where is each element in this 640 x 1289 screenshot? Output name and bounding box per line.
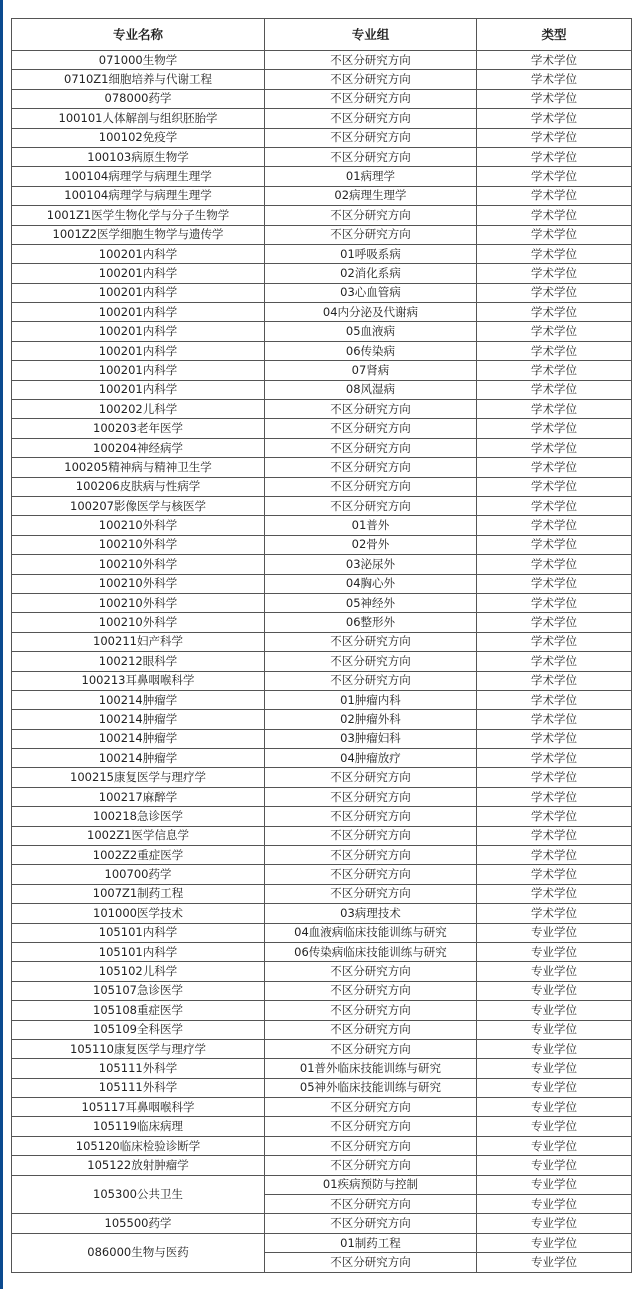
major-cell: 0710Z1细胞培养与代谢工程 (12, 70, 265, 89)
group-cell: 04内分泌及代谢病 (265, 303, 477, 322)
major-cell: 100213耳鼻咽喉科学 (12, 671, 265, 690)
table-row (12, 923, 632, 942)
table-row (12, 1039, 632, 1058)
table-row (12, 981, 632, 1000)
major-cell: 100211妇产科学 (12, 632, 265, 651)
type-cell: 专业学位 (477, 1078, 632, 1097)
type-cell: 专业学位 (477, 923, 632, 942)
major-cell: 100218急诊医学 (12, 807, 265, 826)
type-cell: 专业学位 (477, 1156, 632, 1175)
group-cell: 01疾病预防与控制 (265, 1175, 477, 1194)
major-cell: 100201内科学 (12, 264, 265, 283)
table-row (12, 225, 632, 244)
type-cell: 学术学位 (477, 884, 632, 903)
group-cell: 不区分研究方向 (265, 1098, 477, 1117)
table-row (12, 380, 632, 399)
page-left-border (0, 0, 3, 1289)
type-cell: 学术学位 (477, 787, 632, 806)
type-cell: 学术学位 (477, 826, 632, 845)
table-row (12, 438, 632, 457)
table-row (12, 206, 632, 225)
group-cell: 不区分研究方向 (265, 225, 477, 244)
group-cell: 07肾病 (265, 361, 477, 380)
type-cell: 学术学位 (477, 322, 632, 341)
type-cell: 专业学位 (477, 1136, 632, 1155)
type-cell: 学术学位 (477, 749, 632, 768)
major-cell: 100205精神病与精神卫生学 (12, 458, 265, 477)
type-cell: 学术学位 (477, 167, 632, 186)
table-row (12, 477, 632, 496)
table-row (12, 710, 632, 729)
group-cell: 不区分研究方向 (265, 671, 477, 690)
group-cell: 03泌尿外 (265, 555, 477, 574)
type-cell: 专业学位 (477, 942, 632, 961)
group-cell: 03病理技术 (265, 904, 477, 923)
group-cell: 02骨外 (265, 535, 477, 554)
table-row (12, 884, 632, 903)
major-cell: 105102儿科学 (12, 962, 265, 981)
major-cell: 100700药学 (12, 865, 265, 884)
group-cell: 不区分研究方向 (265, 496, 477, 515)
major-cell: 100204神经病学 (12, 438, 265, 457)
table-row (12, 671, 632, 690)
type-cell: 学术学位 (477, 710, 632, 729)
major-cell: 105111外科学 (12, 1078, 265, 1097)
major-cell: 101000医学技术 (12, 904, 265, 923)
group-cell: 不区分研究方向 (265, 128, 477, 147)
group-cell: 01病理学 (265, 167, 477, 186)
table-row (12, 749, 632, 768)
group-cell: 04肿瘤放疗 (265, 749, 477, 768)
table-row (12, 846, 632, 865)
type-cell: 学术学位 (477, 593, 632, 612)
type-cell: 学术学位 (477, 109, 632, 128)
group-cell: 不区分研究方向 (265, 1039, 477, 1058)
major-cell: 100201内科学 (12, 361, 265, 380)
group-cell: 02消化系病 (265, 264, 477, 283)
type-cell: 学术学位 (477, 535, 632, 554)
type-cell: 学术学位 (477, 613, 632, 632)
group-cell: 不区分研究方向 (265, 981, 477, 1000)
major-cell: 100210外科学 (12, 535, 265, 554)
table-row (12, 1136, 632, 1155)
major-cell: 100203老年医学 (12, 419, 265, 438)
group-cell: 01普外 (265, 516, 477, 535)
table-row (12, 787, 632, 806)
group-cell: 05神外临床技能训练与研究 (265, 1078, 477, 1097)
group-cell: 不区分研究方向 (265, 477, 477, 496)
major-cell: 100201内科学 (12, 303, 265, 322)
type-cell: 学术学位 (477, 632, 632, 651)
table-row (12, 1001, 632, 1020)
major-cell: 100210外科学 (12, 516, 265, 535)
major-cell: 1002Z2重症医学 (12, 846, 265, 865)
group-cell: 不区分研究方向 (265, 1156, 477, 1175)
table-body (12, 51, 632, 1273)
major-cell: 100210外科学 (12, 555, 265, 574)
major-cell: 105101内科学 (12, 923, 265, 942)
table-row (12, 128, 632, 147)
major-cell: 1007Z1制药工程 (12, 884, 265, 903)
table-row (12, 535, 632, 554)
type-cell: 专业学位 (477, 1020, 632, 1039)
table-row (12, 942, 632, 961)
table-row (12, 555, 632, 574)
table-row (12, 690, 632, 709)
group-cell: 不区分研究方向 (265, 865, 477, 884)
group-cell: 06整形外 (265, 613, 477, 632)
group-cell: 05神经外 (265, 593, 477, 612)
table-row (12, 70, 632, 89)
major-cell: 100102免疫学 (12, 128, 265, 147)
group-cell: 不区分研究方向 (265, 438, 477, 457)
major-cell: 100210外科学 (12, 593, 265, 612)
major-cell: 100103病原生物学 (12, 147, 265, 166)
major-cell: 100214肿瘤学 (12, 749, 265, 768)
table-row (12, 89, 632, 108)
group-cell: 01呼吸系病 (265, 244, 477, 263)
table-row (12, 303, 632, 322)
major-cell: 105122放射肿瘤学 (12, 1156, 265, 1175)
group-cell: 不区分研究方向 (265, 768, 477, 787)
major-cell: 100101人体解剖与组织胚胎学 (12, 109, 265, 128)
table-row (12, 593, 632, 612)
table-row (12, 109, 632, 128)
type-cell: 学术学位 (477, 690, 632, 709)
group-cell: 03肿瘤妇科 (265, 729, 477, 748)
header-type: 类型 (477, 19, 632, 51)
type-cell: 学术学位 (477, 652, 632, 671)
type-cell: 学术学位 (477, 458, 632, 477)
type-cell: 专业学位 (477, 981, 632, 1000)
group-cell: 02肿瘤外科 (265, 710, 477, 729)
type-cell: 学术学位 (477, 264, 632, 283)
type-cell: 学术学位 (477, 361, 632, 380)
major-cell: 105119临床病理 (12, 1117, 265, 1136)
group-cell: 不区分研究方向 (265, 1001, 477, 1020)
type-cell: 学术学位 (477, 419, 632, 438)
major-cell: 100212眼科学 (12, 652, 265, 671)
majors-table (11, 18, 632, 1273)
major-cell: 105111外科学 (12, 1059, 265, 1078)
type-cell: 专业学位 (477, 1001, 632, 1020)
table-row (12, 458, 632, 477)
type-cell: 专业学位 (477, 1117, 632, 1136)
type-cell: 学术学位 (477, 51, 632, 70)
table-row (12, 1059, 632, 1078)
table-row (12, 361, 632, 380)
group-cell: 不区分研究方向 (265, 51, 477, 70)
type-cell: 学术学位 (477, 206, 632, 225)
type-cell: 专业学位 (477, 1253, 632, 1272)
group-cell: 02病理生理学 (265, 186, 477, 205)
table-row (12, 632, 632, 651)
header-group: 专业组 (265, 19, 477, 51)
type-cell: 学术学位 (477, 128, 632, 147)
group-cell: 不区分研究方向 (265, 147, 477, 166)
group-cell: 不区分研究方向 (265, 1020, 477, 1039)
major-cell: 071000生物学 (12, 51, 265, 70)
major-cell: 1002Z1医学信息学 (12, 826, 265, 845)
major-cell: 100217麻醉学 (12, 787, 265, 806)
group-cell: 不区分研究方向 (265, 807, 477, 826)
table-row (12, 652, 632, 671)
group-cell: 不区分研究方向 (265, 962, 477, 981)
major-cell: 100215康复医学与理疗学 (12, 768, 265, 787)
major-cell: 086000生物与医药 (12, 1233, 265, 1272)
table-row (12, 264, 632, 283)
table-row (12, 613, 632, 632)
group-cell: 04胸心外 (265, 574, 477, 593)
group-cell: 不区分研究方向 (265, 826, 477, 845)
group-cell: 不区分研究方向 (265, 632, 477, 651)
group-cell: 不区分研究方向 (265, 458, 477, 477)
table-header-row (12, 19, 632, 51)
table-row (12, 1098, 632, 1117)
table-row (12, 807, 632, 826)
major-cell: 100201内科学 (12, 322, 265, 341)
group-cell: 不区分研究方向 (265, 89, 477, 108)
table-row (12, 865, 632, 884)
major-cell: 1001Z2医学细胞生物学与遗传学 (12, 225, 265, 244)
major-cell: 100201内科学 (12, 341, 265, 360)
group-cell: 不区分研究方向 (265, 206, 477, 225)
major-cell: 1001Z1医学生物化学与分子生物学 (12, 206, 265, 225)
group-cell: 不区分研究方向 (265, 400, 477, 419)
group-cell: 04血液病临床技能训练与研究 (265, 923, 477, 942)
type-cell: 学术学位 (477, 186, 632, 205)
table-row (12, 768, 632, 787)
type-cell: 专业学位 (477, 962, 632, 981)
major-cell: 100214肿瘤学 (12, 710, 265, 729)
major-cell: 100201内科学 (12, 244, 265, 263)
major-cell: 105500药学 (12, 1214, 265, 1233)
header-major: 专业名称 (12, 19, 265, 51)
group-cell: 01肿瘤内科 (265, 690, 477, 709)
major-cell: 100201内科学 (12, 380, 265, 399)
major-cell: 100201内科学 (12, 283, 265, 302)
type-cell: 学术学位 (477, 807, 632, 826)
table-row (12, 962, 632, 981)
type-cell: 专业学位 (477, 1195, 632, 1214)
type-cell: 学术学位 (477, 438, 632, 457)
type-cell: 学术学位 (477, 400, 632, 419)
table-row (12, 400, 632, 419)
group-cell: 不区分研究方向 (265, 846, 477, 865)
major-cell: 100202儿科学 (12, 400, 265, 419)
group-cell: 06传染病 (265, 341, 477, 360)
type-cell: 学术学位 (477, 283, 632, 302)
group-cell: 08风湿病 (265, 380, 477, 399)
table-row (12, 574, 632, 593)
group-cell: 01普外临床技能训练与研究 (265, 1059, 477, 1078)
group-cell: 不区分研究方向 (265, 1253, 477, 1272)
group-cell: 不区分研究方向 (265, 1117, 477, 1136)
table-row (12, 322, 632, 341)
major-cell: 105109全科医学 (12, 1020, 265, 1039)
group-cell: 不区分研究方向 (265, 70, 477, 89)
group-cell: 03心血管病 (265, 283, 477, 302)
group-cell: 不区分研究方向 (265, 1214, 477, 1233)
type-cell: 学术学位 (477, 496, 632, 515)
table-row (12, 516, 632, 535)
major-cell: 105300公共卫生 (12, 1175, 265, 1214)
table-row (12, 147, 632, 166)
type-cell: 专业学位 (477, 1059, 632, 1078)
major-cell: 105101内科学 (12, 942, 265, 961)
group-cell: 01制药工程 (265, 1233, 477, 1252)
major-cell: 105107急诊医学 (12, 981, 265, 1000)
type-cell: 专业学位 (477, 1214, 632, 1233)
table-row (12, 1020, 632, 1039)
type-cell: 学术学位 (477, 671, 632, 690)
major-cell: 100210外科学 (12, 613, 265, 632)
type-cell: 学术学位 (477, 516, 632, 535)
table-row (12, 167, 632, 186)
table-row (12, 283, 632, 302)
table-row (12, 1175, 632, 1194)
table-row (12, 729, 632, 748)
major-cell: 100207影像医学与核医学 (12, 496, 265, 515)
major-cell: 105110康复医学与理疗学 (12, 1039, 265, 1058)
major-cell: 100104病理学与病理生理学 (12, 186, 265, 205)
group-cell: 不区分研究方向 (265, 884, 477, 903)
table-row (12, 904, 632, 923)
type-cell: 学术学位 (477, 244, 632, 263)
table-row (12, 1214, 632, 1233)
type-cell: 学术学位 (477, 574, 632, 593)
major-cell: 100104病理学与病理生理学 (12, 167, 265, 186)
table-row (12, 186, 632, 205)
type-cell: 学术学位 (477, 477, 632, 496)
group-cell: 不区分研究方向 (265, 652, 477, 671)
type-cell: 学术学位 (477, 865, 632, 884)
table-row (12, 1117, 632, 1136)
major-cell: 100214肿瘤学 (12, 729, 265, 748)
major-cell: 100210外科学 (12, 574, 265, 593)
type-cell: 专业学位 (477, 1039, 632, 1058)
group-cell: 06传染病临床技能训练与研究 (265, 942, 477, 961)
type-cell: 学术学位 (477, 729, 632, 748)
table-row (12, 419, 632, 438)
type-cell: 学术学位 (477, 147, 632, 166)
table-row (12, 826, 632, 845)
type-cell: 学术学位 (477, 89, 632, 108)
major-cell: 078000药学 (12, 89, 265, 108)
table-row (12, 244, 632, 263)
type-cell: 学术学位 (477, 555, 632, 574)
table-row (12, 496, 632, 515)
type-cell: 学术学位 (477, 846, 632, 865)
type-cell: 专业学位 (477, 1175, 632, 1194)
group-cell: 不区分研究方向 (265, 1195, 477, 1214)
type-cell: 学术学位 (477, 225, 632, 244)
major-cell: 105120临床检验诊断学 (12, 1136, 265, 1155)
group-cell: 不区分研究方向 (265, 787, 477, 806)
type-cell: 学术学位 (477, 380, 632, 399)
table-row (12, 1078, 632, 1097)
group-cell: 不区分研究方向 (265, 1136, 477, 1155)
type-cell: 学术学位 (477, 768, 632, 787)
type-cell: 学术学位 (477, 904, 632, 923)
group-cell: 05血液病 (265, 322, 477, 341)
type-cell: 专业学位 (477, 1233, 632, 1252)
group-cell: 不区分研究方向 (265, 419, 477, 438)
group-cell: 不区分研究方向 (265, 109, 477, 128)
type-cell: 学术学位 (477, 303, 632, 322)
table-row (12, 1156, 632, 1175)
major-cell: 105108重症医学 (12, 1001, 265, 1020)
major-cell: 105117耳鼻咽喉科学 (12, 1098, 265, 1117)
type-cell: 专业学位 (477, 1098, 632, 1117)
major-cell: 100214肿瘤学 (12, 690, 265, 709)
table-row (12, 51, 632, 70)
table-row (12, 1233, 632, 1252)
type-cell: 学术学位 (477, 341, 632, 360)
table-row (12, 341, 632, 360)
type-cell: 学术学位 (477, 70, 632, 89)
major-cell: 100206皮肤病与性病学 (12, 477, 265, 496)
